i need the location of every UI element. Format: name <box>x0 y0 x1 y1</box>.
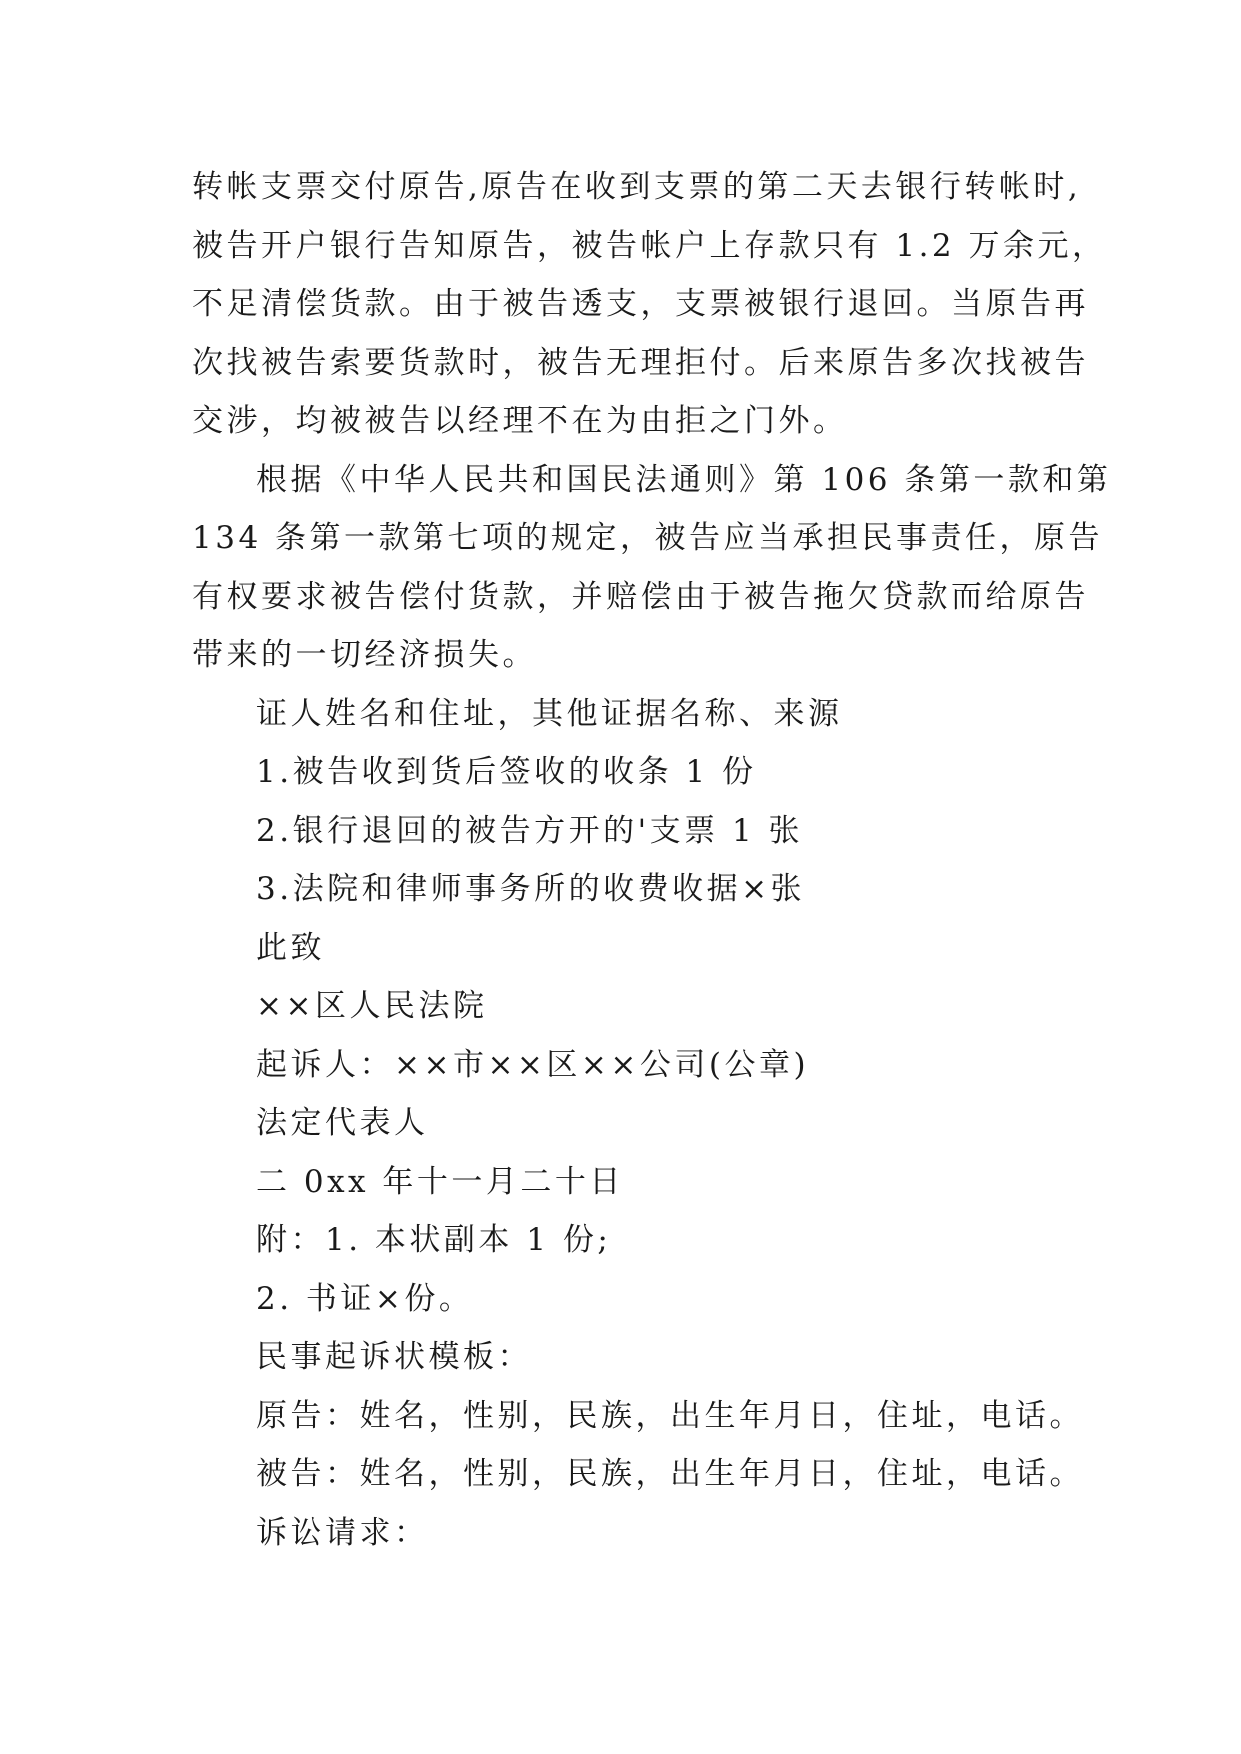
legal-representative: 法定代表人 <box>256 1105 429 1141</box>
text-line: 根据《中华人民共和国民法通则》第 106 条第一款和第 <box>256 461 1112 498</box>
text-line: 交涉，均被被告以经理不在为由拒之门外。 <box>192 403 848 439</box>
text-line: 不足清偿货款。由于被告透支，支票被银行退回。当原告再 <box>192 286 1089 322</box>
evidence-item: 2.银行退回的被告方开的'支票 1 张 <box>256 812 804 849</box>
text-line: 被告开户银行告知原告，被告帐户上存款只有 1.2 万余元， <box>192 227 1107 264</box>
evidence-heading: 证人姓名和住址，其他证据名称、来源 <box>256 695 843 732</box>
text-line: 134 条第一款第七项的规定，被告应当承担民事责任，原告 <box>192 520 1104 556</box>
attachments-section <box>192 1211 1092 1328</box>
text-line: 有权要求被告偿付货款，并赔偿由于被告拖欠贷款而给原告 <box>192 578 1089 615</box>
template-plaintiff-line: 原告：姓名，性别，民族，出生年月日，住址，电话。 <box>256 1397 1084 1434</box>
paragraph-facts <box>192 158 1107 451</box>
template-claims-heading: 诉讼请求： <box>256 1514 429 1551</box>
document-body <box>192 158 1112 1562</box>
attachment-item: 附：1. 本状副本 1 份; <box>256 1222 612 1258</box>
template-section <box>192 1328 1092 1562</box>
text-line: 次找被告索要货款时，被告无理拒付。后来原告多次找被告 <box>192 344 1089 381</box>
paragraph-legal-basis <box>192 451 1112 685</box>
template-defendant-line: 被告：姓名，性别，民族，出生年月日，住址，电话。 <box>256 1456 1084 1492</box>
text-line: 带来的一切经济损失。 <box>192 637 537 673</box>
court-name: ××区人民法院 <box>256 988 488 1024</box>
document-date: 二 0xx 年十一月二十日 <box>256 1163 624 1200</box>
closing-section <box>192 919 1092 1212</box>
template-title: 民事起诉状模板： <box>256 1339 532 1375</box>
attachment-item: 2. 书证×份。 <box>256 1280 474 1317</box>
plaintiff-signature: 起诉人：××市××区××公司(公章) <box>256 1046 810 1083</box>
evidence-item: 1.被告收到货后签收的收条 1 份 <box>256 754 757 790</box>
text-line: 转帐支票交付原告,原告在收到支票的第二天去银行转帐时, <box>192 169 1082 205</box>
evidence-section <box>192 685 1092 919</box>
evidence-item: 3.法院和律师事务所的收费收据×张 <box>256 871 806 907</box>
salutation: 此致 <box>256 929 325 966</box>
